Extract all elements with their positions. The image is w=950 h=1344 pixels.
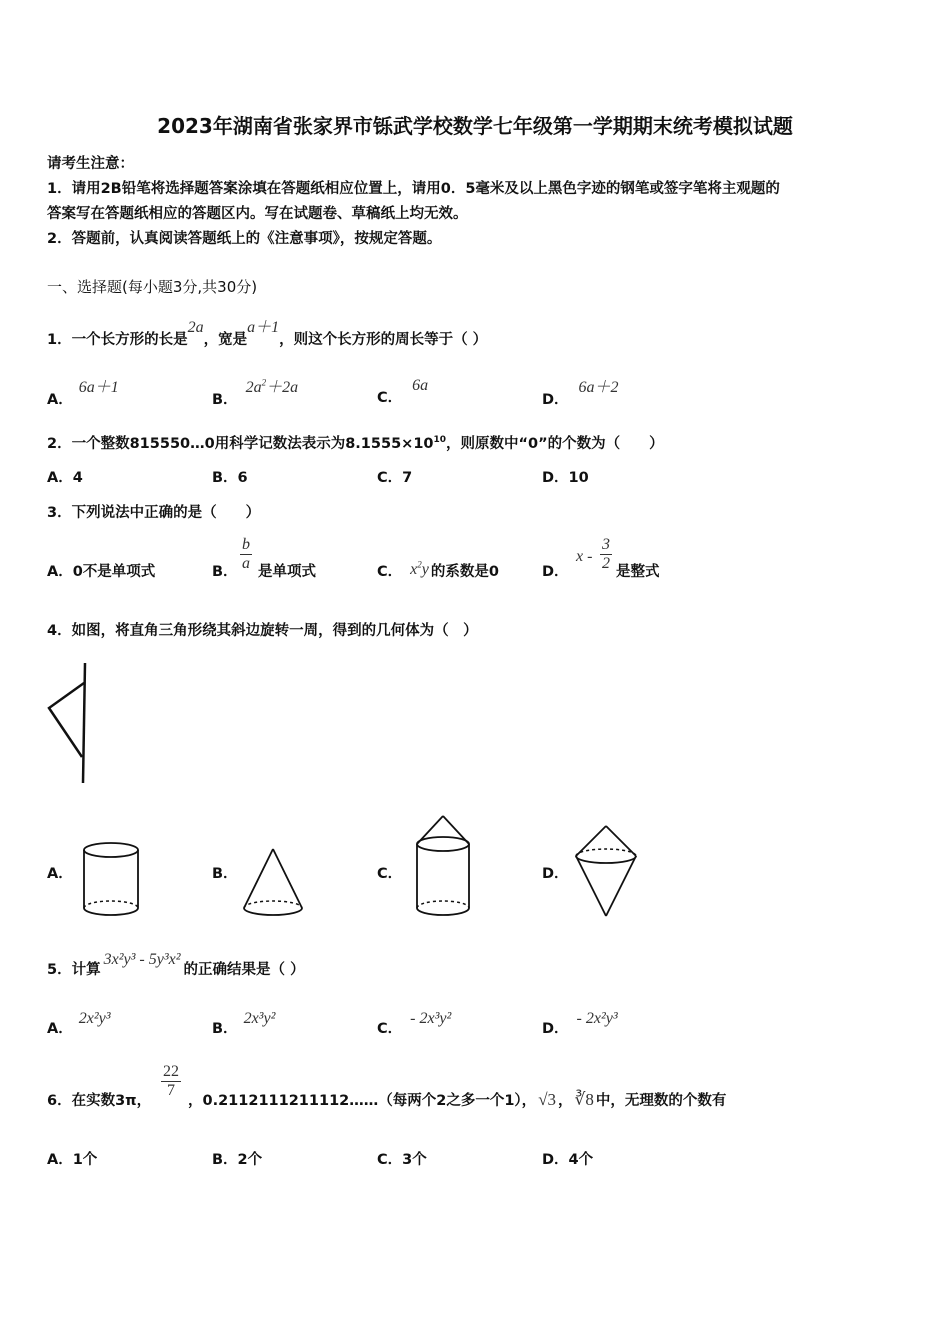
q1-option-a-label: A． <box>47 392 73 408</box>
q2-option-b[interactable]: B．6 <box>212 470 248 486</box>
q1-option-a-expr: 6a＋1 <box>78 379 119 396</box>
q3-option-d-fraction <box>600 536 612 573</box>
notice-item-1-line-1: 1．请用2B铅笔将选择题答案涂填在答题纸相应位置上，请用0．5毫米及以上黑色字迹的钢笔或签字笔将主观题的 <box>47 181 780 197</box>
q5-option-d-expr: - 2x²y³ <box>576 1010 618 1027</box>
cone-figure <box>238 846 308 922</box>
q5-option-d-label: D． <box>542 1021 569 1037</box>
q6-option-c[interactable]: C．3个 <box>377 1152 427 1168</box>
q5-option-c-expr: - 2x³y² <box>410 1010 452 1027</box>
q6-fraction-denominator: 7 <box>167 1082 175 1099</box>
q1-option-d-expr: 6a＋2 <box>578 379 619 396</box>
q2-option-d[interactable]: D．10 <box>542 470 589 486</box>
q1-option-d-label: D． <box>542 392 569 408</box>
question-1 <box>47 319 488 349</box>
q3-option-b-numerator: b <box>242 536 250 553</box>
q5-suffix: 的正确结果是（ ） <box>183 962 305 978</box>
question-4: 4．如图，将直角三角形绕其斜边旋转一周，得到的几何体为（ ） <box>47 623 478 639</box>
hypotenuse-axis-line <box>83 663 85 783</box>
q6-prefix: 6．在实数3π， <box>47 1093 152 1109</box>
q5-option-b-label: B． <box>212 1021 238 1037</box>
q2-suffix: ，则原数中“0”的个数为（ ） <box>446 436 664 452</box>
q3-option-d-denominator: 2 <box>602 555 610 572</box>
question-5 <box>47 951 305 979</box>
q3-option-b-denominator: a <box>242 555 250 572</box>
q5-expression: 3x²y³ - 5y³x² <box>103 951 181 968</box>
q1-option-b-label: B． <box>212 392 238 408</box>
q6-suffix: 中，无理数的个数有 <box>595 1093 727 1109</box>
q3-option-d-label: D． <box>542 564 569 580</box>
q1-option-c-expr: 6a <box>412 377 429 394</box>
q6-sqrt3: √3 <box>538 1090 557 1109</box>
q2-option-a[interactable]: A．4 <box>47 470 83 486</box>
section-heading: 一、选择题(每小题3分,共30分) <box>47 278 258 296</box>
q3-option-c-text: 的系数是0 <box>430 564 499 580</box>
q1-option-b[interactable] <box>212 377 299 409</box>
triangle-legs <box>49 683 84 757</box>
q3-option-d-expr: x - <box>576 548 593 565</box>
q4-option-b[interactable]: B． <box>212 866 238 882</box>
q1-option-b-expr-2: ＋2a <box>266 379 299 396</box>
double-cone-figure <box>570 822 642 922</box>
q5-option-b[interactable] <box>212 1010 276 1038</box>
q1-option-a[interactable] <box>47 379 119 409</box>
q1-mid: ，宽是 <box>203 332 248 348</box>
q5-option-a[interactable] <box>47 1010 111 1038</box>
q2-option-c[interactable]: C．7 <box>377 470 413 486</box>
q1-option-b-expr-1: 2a <box>245 379 262 396</box>
q5-prefix: 5．计算 <box>47 962 101 978</box>
q1-option-c[interactable] <box>377 377 429 407</box>
notice-heading: 请考生注意： <box>47 156 134 172</box>
q5-option-c[interactable] <box>377 1010 452 1038</box>
q6-option-d[interactable]: D．4个 <box>542 1152 594 1168</box>
q6-line <box>188 1089 726 1110</box>
q6-option-b[interactable]: B．2个 <box>212 1152 263 1168</box>
q6-comma: ， <box>558 1093 573 1109</box>
q3-option-b-fraction <box>240 536 252 573</box>
q3-option-c-expr-1: x <box>410 561 418 578</box>
q3-option-c-expr-2: y <box>421 561 429 578</box>
q4-option-c[interactable]: C． <box>377 866 403 882</box>
q3-option-b-label: B． <box>212 564 238 580</box>
q2-exponent: 10 <box>433 435 447 446</box>
q3-option-c[interactable] <box>377 559 499 581</box>
q1-option-b-sup: 2 <box>261 377 267 388</box>
q1-option-c-label: C． <box>377 390 403 406</box>
q1-option-d[interactable] <box>542 379 619 409</box>
q1-width-expr: a＋1 <box>247 319 280 336</box>
page-title: 2023年湖南省张家界市铄武学校数学七年级第一学期期末统考模拟试题 <box>157 114 793 138</box>
q1-prefix: 1．一个长方形的长是 <box>47 332 188 348</box>
q3-option-d[interactable] <box>542 536 692 586</box>
q5-option-d[interactable] <box>542 1010 618 1038</box>
q5-option-b-expr: 2x³y² <box>243 1010 276 1027</box>
q6-fraction-numerator: 22 <box>163 1063 179 1080</box>
q1-suffix: ，则这个长方形的周长等于（ ） <box>279 332 488 348</box>
q6-fraction <box>161 1063 181 1100</box>
q3-option-c-sup: 2 <box>417 559 422 570</box>
q3-option-c-label: C． <box>377 564 403 580</box>
question-3: 3．下列说法中正确的是（ ） <box>47 505 261 521</box>
q5-option-c-label: C． <box>377 1021 403 1037</box>
q4-option-d[interactable]: D． <box>542 866 569 882</box>
cone-on-cylinder-figure <box>410 812 476 922</box>
q2-prefix: 2．一个整数815550…0用科学记数法表示为8.1555×10 <box>47 436 434 452</box>
q3-option-d-numerator: 3 <box>602 536 610 553</box>
q3-option-b-text: 是单项式 <box>258 564 316 580</box>
notice-item-1-line-2: 答案写在答题纸相应的答题区内。写在试题卷、草稿纸上均无效。 <box>47 206 468 222</box>
q4-option-a[interactable]: A． <box>47 866 73 882</box>
q6-cbrt8: ∛8 <box>574 1090 594 1109</box>
q5-option-a-expr: 2x²y³ <box>78 1010 111 1027</box>
q1-length-expr: 2a <box>187 319 204 336</box>
question-2 <box>47 432 664 453</box>
q6-option-a[interactable]: A．1个 <box>47 1152 98 1168</box>
q6-mid: ，0.2112111211112……（每两个2之多一个1）， <box>188 1093 537 1109</box>
right-triangle-figure <box>40 655 100 790</box>
cylinder-figure <box>78 838 144 922</box>
notice-item-2: 2．答题前，认真阅读答题纸上的《注意事项》，按规定答题。 <box>47 231 442 247</box>
q3-option-d-text: 是整式 <box>616 564 660 580</box>
q3-option-a[interactable]: A．0不是单项式 <box>47 564 156 580</box>
q5-option-a-label: A． <box>47 1021 73 1037</box>
